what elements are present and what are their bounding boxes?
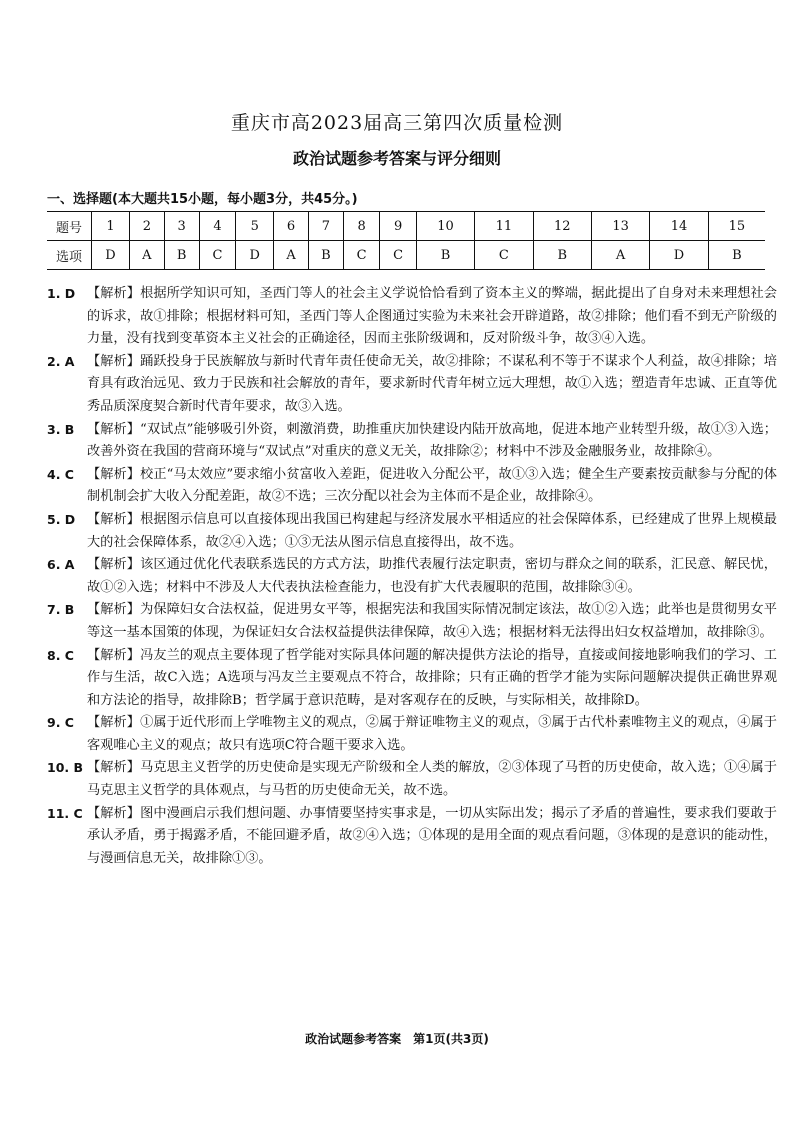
answer-choice: A bbox=[130, 241, 165, 270]
item-number: 1. D bbox=[47, 286, 76, 301]
item-number: 10. B bbox=[47, 760, 84, 776]
explanation-item bbox=[47, 509, 777, 554]
item-text: 【解析】“双试点”能够吸引外资，刺激消费，助推重庆加快建设内陆开放高地，促进本地产业转型升级，故①③入选；改善外资在我国的营商环境与“双试点”对重庆的意义无关，故排除②；材料中不涉及金融服务业，故排除④。 bbox=[87, 421, 777, 460]
answer-choice: C bbox=[475, 241, 533, 270]
item-text: 【解析】校正“马太效应”要求缩小贫富收入差距，促进收入分配公平，故①③入选；健全生产要素按贡献参与分配的体制机制会扩大收入分配差距，故②不选；三次分配以社会为主体而不是企业，故排除④。 bbox=[87, 466, 777, 505]
item-number: 8. C bbox=[47, 647, 74, 663]
question-number: 12 bbox=[533, 212, 591, 241]
item-number: 3. B bbox=[47, 421, 75, 437]
explanation-item bbox=[47, 757, 777, 802]
item-text: 【解析】①属于近代形而上学唯物主义的观点，②属于辩证唯物主义的观点，③属于古代朴素唯物主义的观点，④属于客观唯心主义的观点；故只有选项C符合题干要求入选。 bbox=[87, 715, 777, 753]
answer-choice: D bbox=[650, 241, 708, 270]
item-text: 【解析】为保障妇女合法权益，促进男女平等，根据宪法和我国实际情况制定该法，故①②入选；此举也是贯彻男女平等这一基本国策的体现，为保证妇女合法权益提供法律保障，故④入选；根据材料无法得出妇女权益增加，故排除③。 bbox=[87, 602, 777, 640]
question-number: 7 bbox=[308, 212, 343, 241]
question-number: 13 bbox=[591, 212, 649, 241]
question-number: 14 bbox=[650, 212, 708, 241]
answer-choice: B bbox=[533, 241, 591, 270]
question-number: 5 bbox=[236, 212, 274, 241]
answer-choice: B bbox=[308, 241, 343, 270]
explanation-item bbox=[47, 464, 777, 509]
explanation-item bbox=[47, 599, 777, 644]
answer-row bbox=[47, 241, 765, 270]
item-number: 6. A bbox=[47, 557, 75, 573]
question-number: 1 bbox=[92, 212, 130, 241]
item-text: 【解析】图中漫画启示我们想问题、办事情要坚持实事求是，一切从实际出发；揭示了矛盾的普遍性，要求我们要敢于承认矛盾，勇于揭露矛盾，不能回避矛盾，故②④入选；①体现的是用全面的观点看问题，③体现的是意识的能动性，与漫画信息无关，故排除①③。 bbox=[87, 805, 777, 866]
answer-choice: D bbox=[236, 241, 274, 270]
answer-choice: A bbox=[591, 241, 649, 270]
item-text: 【解析】该区通过优化代表联系选民的方式方法，助推代表履行法定职责，密切与群众之间的联系，汇民意、解民忧，故①②入选；材料中不涉及人大代表执法检查能力，也没有扩大代表履职的范围，故排除③④。 bbox=[87, 557, 777, 595]
question-number: 4 bbox=[199, 212, 235, 241]
question-number: 10 bbox=[416, 212, 474, 241]
item-number: 4. C bbox=[47, 466, 74, 482]
answer-choice: C bbox=[199, 241, 235, 270]
page-title: 重庆市高2023届高三第四次质量检测 bbox=[230, 112, 564, 134]
page-subtitle: 政治试题参考答案与评分细则 bbox=[292, 149, 501, 168]
answer-choice: B bbox=[708, 241, 765, 270]
explanation-item bbox=[47, 645, 777, 713]
answer-choice: C bbox=[343, 241, 379, 270]
item-number: 2. A bbox=[47, 353, 75, 369]
question-number: 11 bbox=[475, 212, 533, 241]
explanation-item bbox=[47, 283, 777, 351]
item-number: 7. B bbox=[47, 602, 75, 618]
question-number: 6 bbox=[274, 212, 309, 241]
item-text: 【解析】根据所学知识可知，圣西门等人的社会主义学说恰恰看到了资本主义的弊端，据此提出了自身对未来理想社会的诉求，故①排除；根据材料可知，圣西门等人企图通过实验为未来社会开辟道路，故②排除；他们看不到无产阶级的力量，没有找到变革资本主义社会的正确途径，因而主张阶级调和，反对阶级斗争，故③④入选。 bbox=[87, 286, 777, 347]
item-text: 【解析】根据图示信息可以直接体现出我国已构建起与经济发展水平相适应的社会保障体系，已经建成了世界上规模最大的社会保障体系，故②④入选；①③无法从图示信息直接得出，故不选。 bbox=[87, 511, 777, 550]
explanation-item bbox=[47, 419, 777, 464]
question-number: 8 bbox=[343, 212, 379, 241]
question-number: 3 bbox=[164, 212, 199, 241]
answer-choice: A bbox=[274, 241, 309, 270]
question-number-row bbox=[47, 212, 765, 241]
item-number: 5. D bbox=[47, 511, 76, 527]
item-number: 11. C bbox=[47, 805, 83, 821]
explanation-item bbox=[47, 712, 777, 757]
item-text: 【解析】踊跃投身于民族解放与新时代青年责任使命无关，故②排除；不谋私利不等于不谋求个人利益，故④排除；培育具有政治远见、致力于民族和社会解放的青年，要求新时代青年树立远大理想，故①入选；塑造青年忠诚、正直等优秀品质深度契合新时代青年要求，故③入选。 bbox=[87, 353, 777, 414]
answer-table bbox=[47, 211, 765, 270]
explanation-item bbox=[47, 554, 777, 599]
question-number: 2 bbox=[130, 212, 165, 241]
answer-choice: B bbox=[416, 241, 474, 270]
answer-choice: C bbox=[380, 241, 416, 270]
question-number: 9 bbox=[380, 212, 416, 241]
answer-choice: B bbox=[164, 241, 199, 270]
row-label: 选项 bbox=[47, 241, 92, 270]
item-text: 【解析】冯友兰的观点主要体现了哲学能对实际具体问题的解决提供方法论的指导，直接或间接地影响我们的学习、工作与生活，故C入选；A选项与冯友兰主要观点不符合，故排除；只有正确的哲学才能为实际问题解决提供正确世界观和方法论的指导，故排除B；哲学属于意识范畴，是对客观存在的反映，与实际相关，故排除D。 bbox=[87, 647, 777, 708]
item-number: 9. C bbox=[47, 715, 74, 731]
explanation-list bbox=[47, 283, 777, 870]
explanation-item bbox=[47, 803, 777, 871]
question-number: 15 bbox=[708, 212, 765, 241]
item-text: 【解析】马克思主义哲学的历史使命是实现无产阶级和全人类的解放，②③体现了马哲的历史使命，故入选；①④属于马克思主义哲学的具体观点，与马哲的历史使命无关，故不选。 bbox=[87, 760, 777, 799]
page-footer: 政治试题参考答案 第1页(共3页) bbox=[305, 1032, 489, 1046]
row-label: 题号 bbox=[47, 212, 92, 241]
section-heading: 一、选择题(本大题共15小题，每小题3分，共45分。) bbox=[47, 192, 358, 207]
answer-choice: D bbox=[92, 241, 130, 270]
explanation-item bbox=[47, 351, 777, 419]
